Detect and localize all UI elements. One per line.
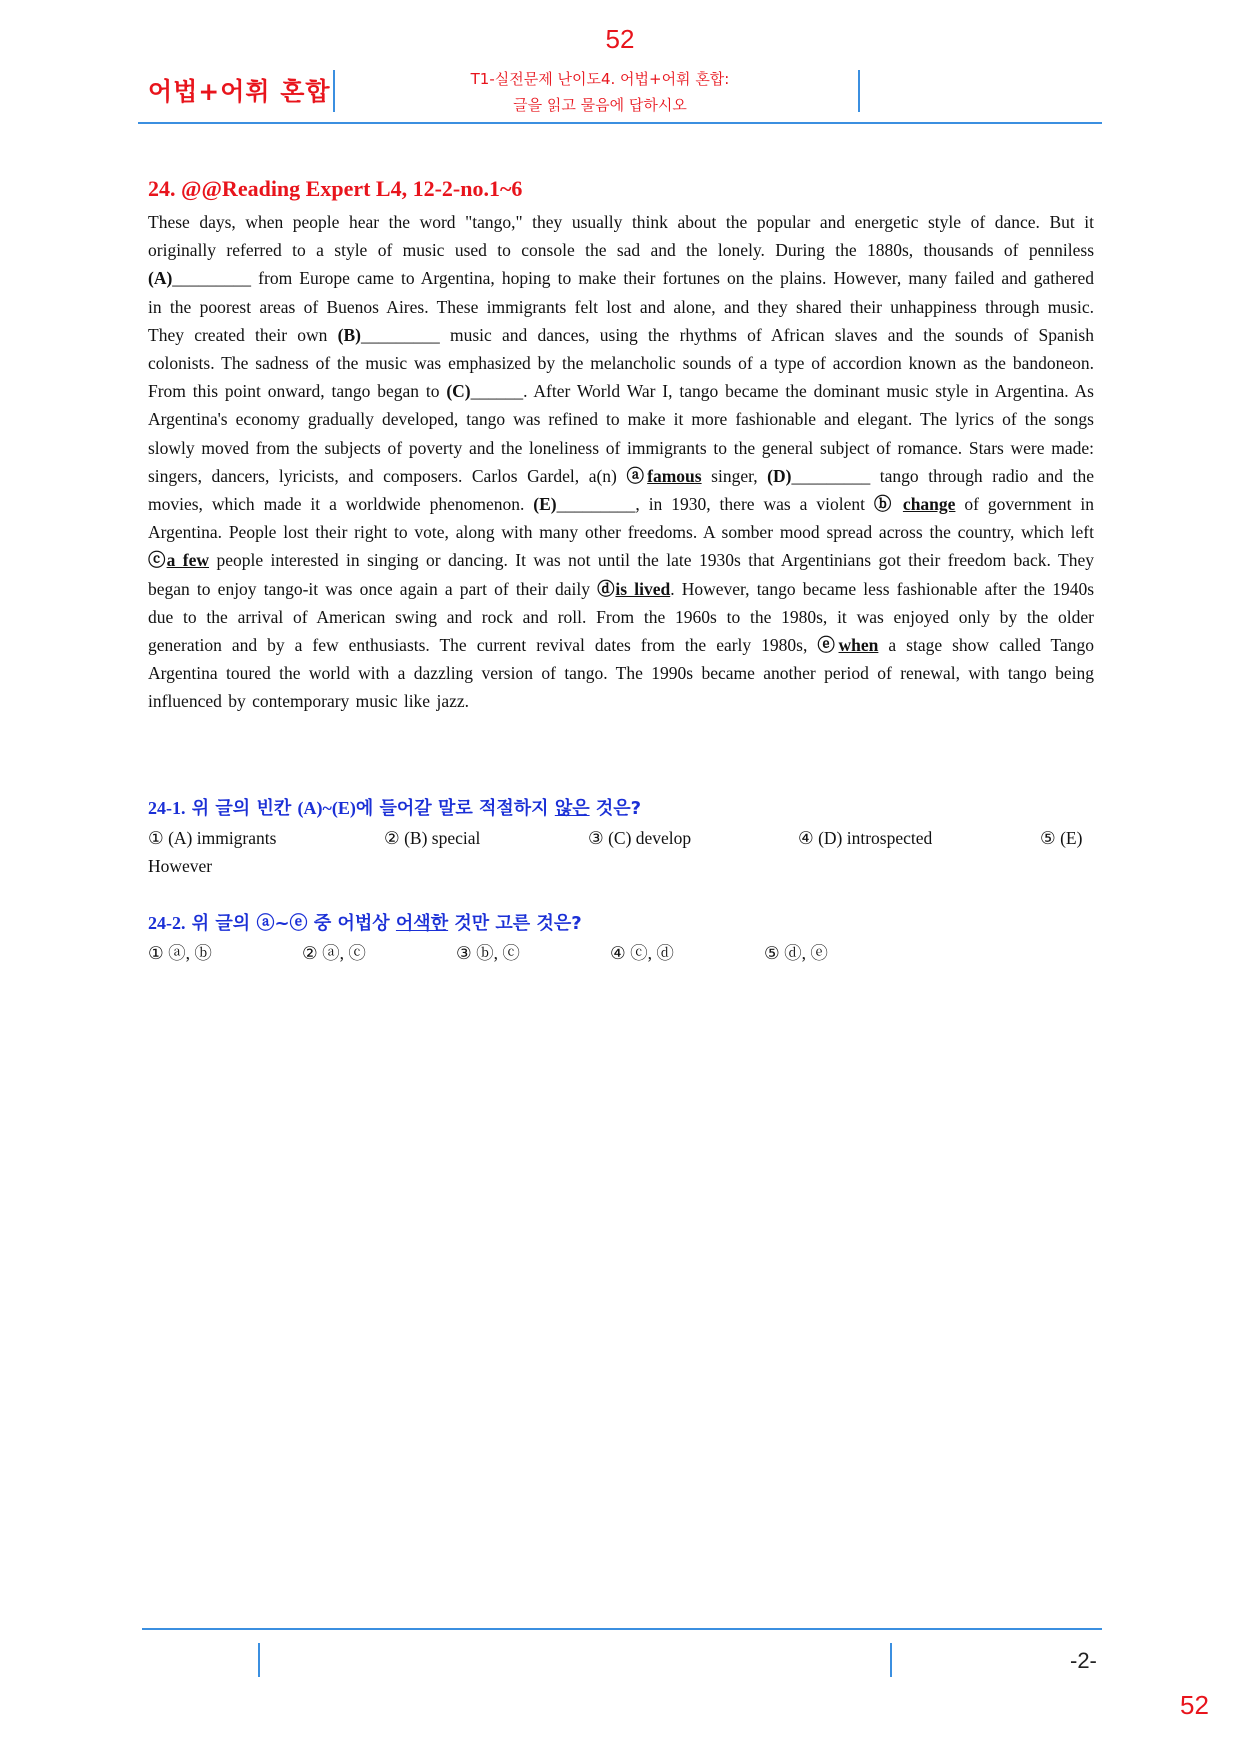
header-rule — [138, 122, 1102, 124]
sub-question-2-prompt: 24-2. 위 글의 ⓐ~ⓔ 중 어법상 어색한 것만 고른 것은? — [148, 913, 582, 934]
underlined-d: is lived — [615, 578, 671, 599]
header-divider-right — [858, 70, 860, 112]
option-3[interactable]: ③ ⓑ, ⓒ — [456, 943, 520, 963]
sub-question-1-prompt: 24-1. 위 글의 빈칸 (A)~(E)에 들어갈 말로 적절하지 않은 것은? — [148, 798, 642, 819]
sub-question-2 — [148, 908, 1094, 967]
corner-page-number: 52 — [1180, 1690, 1209, 1720]
blank-a: _________ — [172, 268, 252, 289]
mark-a: ⓐ — [626, 465, 648, 486]
option-3[interactable]: ③ (C) develop — [588, 828, 692, 848]
underlined-b: change — [902, 494, 956, 515]
underlined-c: a few — [166, 550, 210, 571]
mark-b: ⓑ — [873, 494, 894, 515]
blank-e: _________ — [556, 494, 636, 515]
question-block — [148, 174, 1094, 716]
footer-page-number: -2- — [1070, 1648, 1097, 1673]
blank-b-label: (B) — [337, 324, 361, 345]
footer-rule — [142, 1628, 1102, 1630]
page-number-top: 52 — [605, 24, 635, 54]
mark-d: ⓓ — [597, 578, 616, 599]
blank-c: ______ — [470, 381, 524, 402]
header-subtitle-line2: 글을 읽고 물음에 답하시오 — [513, 96, 687, 114]
sub-question-1 — [148, 793, 1094, 880]
option-4[interactable]: ④ ⓒ, ⓓ — [610, 943, 674, 963]
underlined-e: when — [838, 635, 879, 656]
option-2[interactable]: ② (B) special — [384, 828, 481, 848]
sub-question-1-options — [148, 824, 1094, 852]
question-title: 24. @@Reading Expert L4, 12-2-no.1~6 — [148, 176, 523, 201]
option-4[interactable]: ④ (D) introspected — [798, 828, 933, 848]
option-2[interactable]: ② ⓐ, ⓒ — [302, 943, 366, 963]
blank-c-label: (C) — [446, 381, 471, 402]
blank-d-label: (D) — [767, 465, 792, 486]
blank-e-label: (E) — [533, 494, 557, 515]
option-5[interactable]: ⑤ (E) — [1040, 828, 1083, 848]
option-1[interactable]: ① ⓐ, ⓑ — [148, 943, 212, 963]
sub-question-2-options — [148, 939, 1094, 967]
blank-b: _________ — [360, 324, 440, 345]
footer-divider-left — [258, 1643, 260, 1677]
header-subtitle-line1: T1-실전문제 난이도4. 어법+어휘 혼합: — [470, 70, 730, 88]
header-title: 어법+어휘 혼합 — [148, 77, 331, 106]
header-divider-left — [333, 70, 335, 112]
option-5[interactable]: ⑤ ⓓ, ⓔ — [764, 943, 828, 963]
mark-c: ⓒ — [148, 550, 167, 571]
option-5-wrap: However — [148, 856, 213, 876]
footer-divider-right — [890, 1643, 892, 1677]
blank-d: _________ — [791, 465, 871, 486]
mark-e: ⓔ — [817, 635, 839, 656]
underlined-a: famous — [647, 465, 702, 486]
passage: These days, when people hear the word "tango," they usually think about the popular and energetic style of dance. But it originally referred to a style of music used to console the sad and the lonely. During the 1880s, thousands of penniless (A)_________ from Europe came to Argentina, hoping to make their fortunes on the plains. However, many failed and gathered in the poorest areas of Buenos Aires. These immigrants felt lost and alone, and they shared their unhappiness through music. They created their own (B)_________ music and dances, using the rhythms of African slaves and the sounds of Spanish colonists. The sadness of the music was emphasized by the melancholic sounds of a type of accordion known as the bandoneon. From this point onward, tango began to (C)______. After World War I, tango became the dominant music style in Argentina. As Argentina's economy gradually developed, tango was refined to make it more fashionable and elegant. The lyrics of the songs slowly moved from the subjects of poverty and the loneliness of immigrants to the general subject of romance. Stars were made: singers, dancers, lyricists, and composers. Carlos Gardel, a(n) ⓐfamous singer, (D)_________ tango through radio and the movies, which made it a worldwide phenomenon. (E)_________, in 1930, there was a violent ⓑ change of government in Argentina. People lost their right to vote, along with many other freedoms. A somber mood spread across the country, which left ⓒa few people interested in singing or dancing. It was not until the late 1930s that Argentinians got their freedom back. They began to enjoy tango-it was once again a part of their daily ⓓis lived. However, tango became less fashionable after the 1940s due to the arrival of American swing and rock and roll. From the 1960s to the 1980s, it was enjoyed only by the older generation and by a few enthusiasts. The current revival dates from the early 1980s, ⓔwhen a stage show called Tango Argentina toured the world with a dazzling version of tango. The 1990s became another period of renewal, with tango being influenced by contemporary music like jazz. — [148, 212, 1095, 712]
blank-a-label: (A) — [148, 268, 173, 289]
header-subtitle — [340, 66, 860, 118]
option-1[interactable]: ① (A) immigrants — [148, 828, 277, 848]
